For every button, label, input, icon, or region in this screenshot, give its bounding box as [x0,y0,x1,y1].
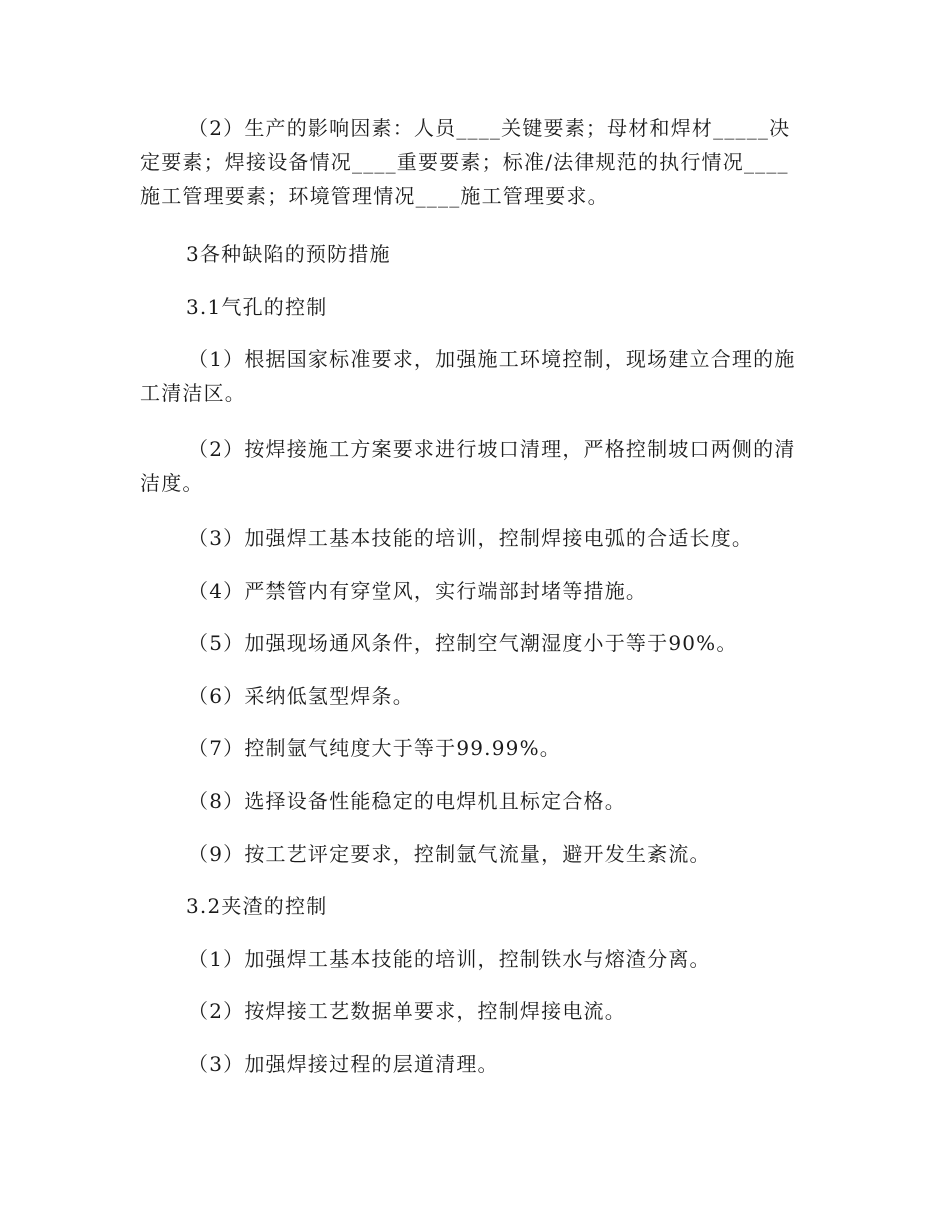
paragraph-3-1-item-1: （1）根据国家标准要求，加强施工环境控制，现场建立合理的施工清洁区。 [140,347,796,405]
paragraph-3-2-item-2: （2）按焊接工艺数据单要求，控制焊接电流。 [188,999,626,1023]
paragraph-3-1-item-6: （6）采纳低氢型焊条。 [188,684,414,708]
paragraph-3-1-item-3: （3）加强焊工基本技能的培训，控制焊接电弧的合适长度。 [188,526,754,550]
paragraph-3-1-item-5: （5）加强现场通风条件，控制空气潮湿度小于等于90%。 [188,631,738,655]
paragraph-3-1-item-9: （9）按工艺评定要求，控制氩气流量，避开发生紊流。 [188,842,711,866]
paragraph-production-factors: （2）生产的影响因素：人员____关键要素；母材和焊材_____决定要素；焊接设备情况____重要要素；标准/法律规范的执行情况____施工管理要素；环境管理情况____施工管理要求。 [140,116,791,208]
paragraph-3-2-item-1: （1）加强焊工基本技能的培训，控制铁水与熔渣分离。 [188,947,711,971]
paragraph-3-1-item-7: （7）控制氩气纯度大于等于99.99%。 [188,736,561,760]
paragraph-3-1-item-8: （8）选择设备性能稳定的电焊机且标定合格。 [188,789,626,813]
paragraph-3-2-item-3: （3）加强焊接过程的层道清理。 [188,1052,499,1076]
paragraph-3-1-item-2: （2）按焊接施工方案要求进行坡口清理，严格控制坡口两侧的清洁度。 [140,437,796,495]
paragraph-3-1-item-4: （4）严禁管内有穿堂风，实行端部封堵等措施。 [188,579,648,603]
section-heading-3: 3各种缺陷的预防措施 [186,242,391,266]
subsection-heading-3-1: 3.1气孔的控制 [186,295,328,319]
subsection-heading-3-2: 3.2夹渣的控制 [186,894,328,918]
